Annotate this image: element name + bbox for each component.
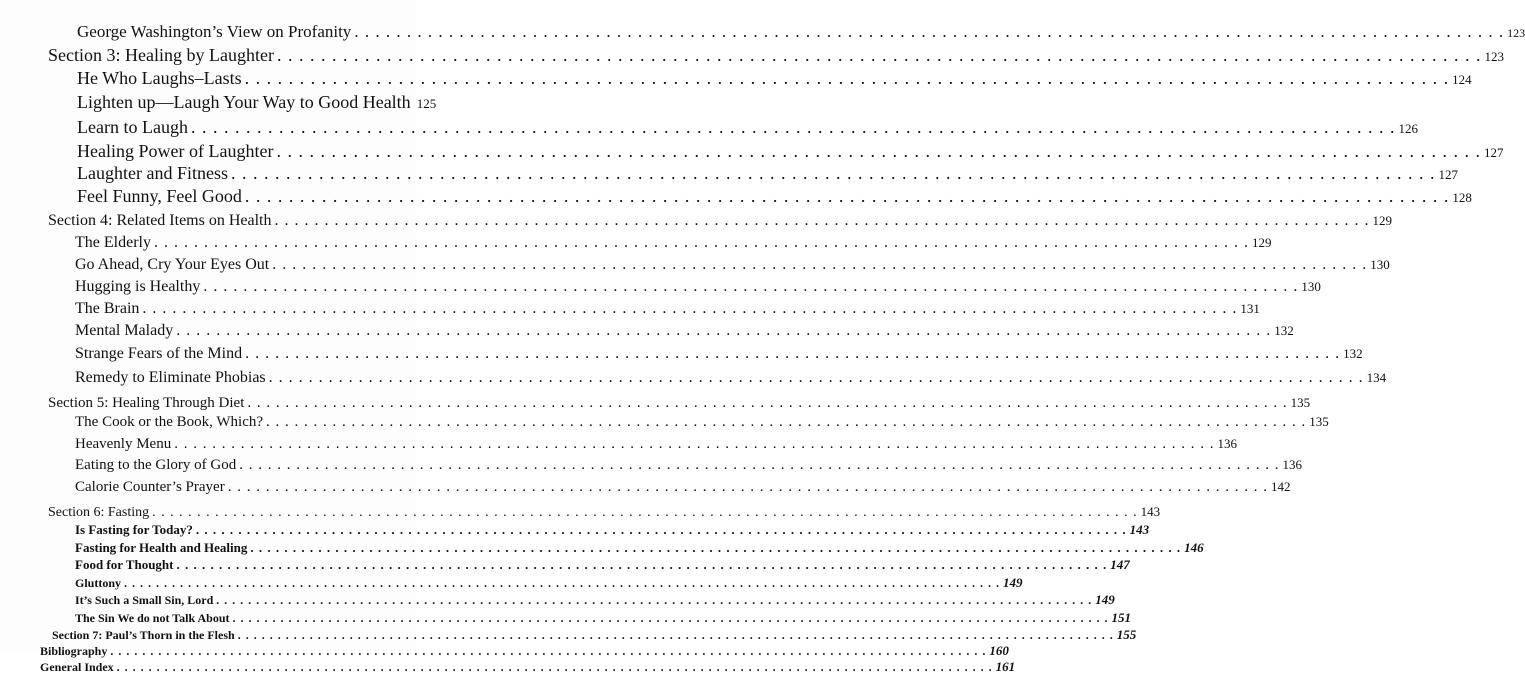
toc-entry (77, 22, 1525, 42)
toc-entry (77, 163, 1458, 184)
toc-entry-title: Section 3: Healing by Laughter (48, 45, 274, 65)
toc-entry-title: Is Fasting for Today? (75, 522, 193, 537)
toc-entry-title: He Who Laughs–Lasts (77, 68, 242, 88)
toc-entry-page: 127 (1483, 145, 1504, 160)
dot-leader (247, 395, 1287, 412)
toc-entry-page: 123 (1484, 49, 1504, 64)
dot-leader (174, 436, 1214, 453)
dot-leader (124, 576, 1000, 591)
toc-entry-page: 124 (1452, 72, 1472, 87)
toc-section-heading (48, 212, 1392, 230)
toc-entry (77, 186, 1472, 207)
dot-leader (176, 322, 1271, 340)
toc-entry (77, 92, 437, 113)
toc-entry (75, 322, 1294, 340)
dot-leader (250, 540, 1181, 556)
toc-entry-title: Feel Funny, Feel Good (77, 186, 242, 206)
toc-entry-page: 161 (995, 659, 1016, 674)
toc-entry-title: It’s Such a Small Sin, Lord (75, 593, 214, 607)
dot-leader (154, 234, 1249, 252)
toc-entry-title: Section 6: Fasting (48, 505, 150, 520)
toc-entry-title: Calorie Counter’s Prayer (75, 479, 225, 495)
toc-entry-title: Go Ahead, Cry Your Eyes Out (75, 256, 270, 273)
toc-entry-page: 132 (1343, 346, 1363, 361)
toc-entry (77, 141, 1504, 162)
toc-entry (75, 345, 1363, 363)
toc-entry-page: 147 (1110, 557, 1130, 572)
toc-entry-page: 129 (1251, 235, 1272, 250)
toc-entry-page: 130 (1301, 279, 1321, 294)
toc-entry-page: 149 (1003, 574, 1023, 590)
dot-leader (142, 300, 1237, 318)
dot-leader (269, 369, 1364, 387)
dot-leader (245, 345, 1340, 363)
toc-entry-title: The Brain (75, 300, 140, 317)
dot-leader (152, 505, 1138, 521)
toc-entry (75, 436, 1237, 453)
toc-entry-title: Food for Thought (75, 557, 174, 572)
toc-entry (75, 609, 1132, 626)
dot-leader (216, 593, 1092, 608)
toc-entry-title: The Cook or the Book, Which? (75, 414, 264, 430)
dot-leader (245, 68, 1450, 89)
dot-leader (203, 278, 1298, 296)
toc-entry-page: 135 (1309, 414, 1329, 429)
toc-entry (75, 300, 1260, 318)
toc-entry-title: Healing Power of Laughter (77, 141, 274, 161)
dot-leader (117, 660, 993, 675)
toc-entry-title: Lighten up—Laugh Your Way to Good Health (77, 92, 411, 112)
dot-leader (233, 611, 1109, 626)
toc-entry-page: 155 (1116, 627, 1137, 642)
toc-section-heading (48, 45, 1504, 66)
toc-entry-page: 123 (1507, 26, 1525, 40)
dot-leader (277, 45, 1482, 66)
toc-entry-title: Hugging is Healthy (75, 278, 201, 295)
toc-entry-page: 136 (1217, 436, 1237, 451)
toc-entry (75, 522, 1150, 538)
toc-entry-page: 128 (1452, 190, 1472, 205)
toc-entry (75, 574, 1023, 591)
dot-leader (272, 256, 1367, 274)
toc-entry-page: 143 (1129, 522, 1150, 537)
toc-entry (40, 659, 1016, 675)
toc-entry-title: Eating to the Glory of God (75, 457, 237, 473)
toc-entry (75, 278, 1321, 296)
dot-leader (231, 163, 1436, 184)
toc-entry (75, 457, 1302, 474)
toc-section-heading (48, 504, 1161, 521)
toc-entry (77, 68, 1472, 89)
toc-entry-page: 143 (1140, 504, 1161, 519)
toc-entry-page: 129 (1372, 213, 1392, 228)
toc-entry-page: 131 (1240, 301, 1260, 316)
toc-entry-title: Heavenly Menu (75, 436, 172, 452)
toc-entry-title: Mental Malady (75, 322, 174, 339)
toc-entry-page: 160 (989, 643, 1009, 658)
dot-leader (196, 522, 1127, 538)
dot-leader (110, 644, 986, 659)
toc-entry-title: Bibliography (40, 644, 108, 658)
toc-entry (75, 256, 1390, 274)
dot-leader (266, 414, 1306, 431)
toc-entry-title: Section 7: Paul’s Thorn in the Flesh (52, 628, 235, 642)
dot-leader (238, 628, 1114, 643)
toc-entry-page: 136 (1282, 457, 1302, 472)
toc-entry-title: Section 5: Healing Through Diet (48, 395, 245, 411)
toc-entry-page: 142 (1270, 479, 1291, 494)
toc-entry (75, 557, 1130, 573)
toc-entry-page: 126 (1398, 121, 1418, 136)
toc-entry-page: 149 (1095, 592, 1115, 607)
toc-entry (75, 414, 1329, 431)
dot-leader (239, 457, 1279, 474)
dot-leader (276, 141, 1481, 162)
toc-entry-title: Remedy to Eliminate Phobias (75, 369, 266, 386)
toc-entry-title: The Elderly (75, 234, 151, 251)
toc-entry-title: George Washington’s View on Profanity (77, 22, 352, 41)
toc-entry-page: 151 (1111, 609, 1132, 625)
toc-entry-page: 134 (1366, 370, 1387, 385)
toc-section-heading (48, 395, 1311, 412)
toc-entry-title: Fasting for Health and Healing (75, 539, 248, 555)
toc-entry (77, 117, 1418, 138)
toc-entry-title: Laughter and Fitness (77, 163, 228, 183)
toc-entry (40, 643, 1009, 659)
dot-leader (228, 479, 1268, 496)
toc-entry-title: Learn to Laugh (77, 117, 188, 137)
toc-entry (75, 234, 1272, 252)
toc-entry (75, 592, 1115, 608)
toc-entry-title: Strange Fears of the Mind (75, 345, 243, 362)
dot-leader (191, 117, 1396, 138)
toc-entry-page: 127 (1438, 167, 1458, 182)
dot-leader (354, 22, 1504, 42)
toc-entry (75, 369, 1387, 387)
toc-entry-title: Gluttony (75, 575, 122, 590)
toc-entry-page: 146 (1184, 539, 1204, 555)
dot-leader (177, 557, 1108, 573)
dot-leader (275, 212, 1370, 230)
toc-entry-page: 130 (1370, 257, 1390, 272)
toc-entry (75, 479, 1291, 496)
dot-leader (245, 186, 1450, 207)
toc-entry (75, 539, 1204, 556)
toc-entry-page: 125 (416, 96, 437, 111)
toc-entry-page: 135 (1290, 395, 1311, 410)
toc-entry-title: Section 4: Related Items on Health (48, 212, 272, 229)
toc-section-heading (52, 627, 1137, 643)
toc-entry-title: General Index (40, 660, 114, 674)
toc-entry-page: 132 (1274, 323, 1294, 338)
toc-entry-title: The Sin We do not Talk About (75, 610, 230, 625)
